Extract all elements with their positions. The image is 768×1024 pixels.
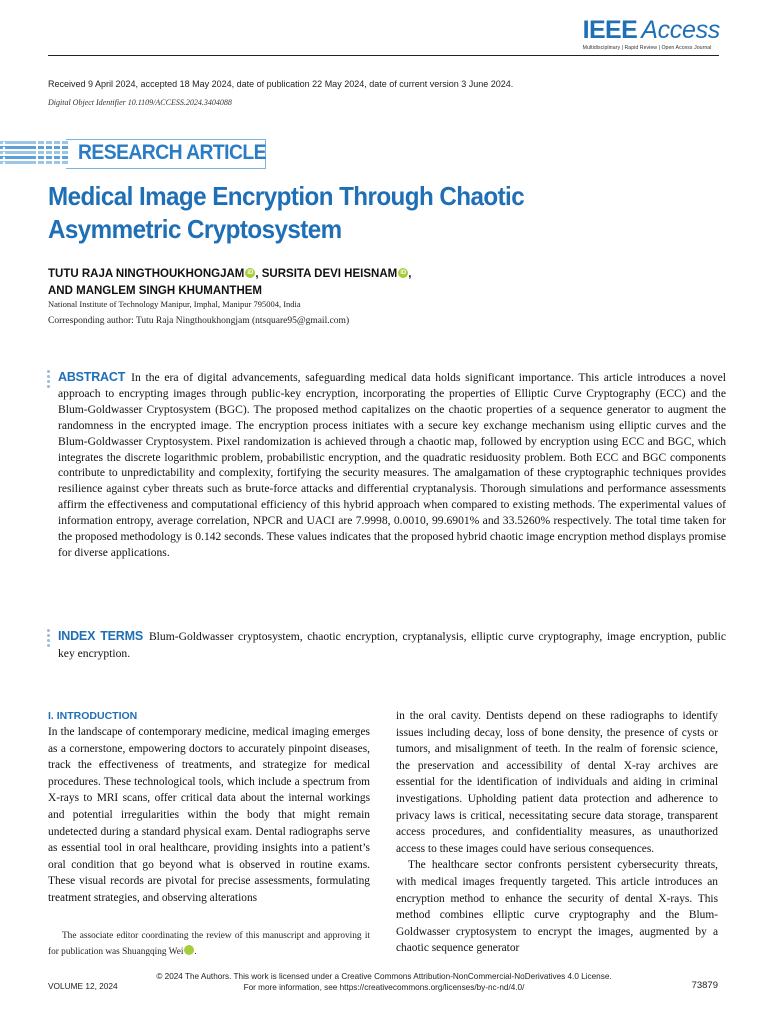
article-type-banner: [0, 139, 280, 169]
abstract: [58, 370, 726, 561]
intro-paragraph-1: In the landscape of contemporary medicine, medical imaging emerges as a cornerstone, empowering doctors to accurately pinpoint diseases, track the effectiveness of treatments, and strategize for medical procedures. These technological tools, which include a spectrum from X-rays to MRI scans, offer critical data about the internal workings and potential irregularities within the body that might remain undetected during a standard physical exam. Dental radiographs serve as essential tool in oral healthcare, providing insights into a patient’s oral condition that go beyond what is observed in routine exams. These visual records are pivotal for precise assessments, formulating treatment strategies, and observing alterations: [48, 726, 370, 904]
index-terms-dots-icon: [47, 629, 51, 649]
corresponding-author: Corresponding author: Tutu Raja Ningthoukhongjam (ntsquare95@gmail.com): [48, 316, 350, 326]
index-terms-label: INDEX TERMS: [58, 629, 143, 643]
license-line-1: © 2024 The Authors. This work is licensed under a Creative Commons Attribution-NonCommercial-NoDerivatives 4.0 License.: [156, 972, 612, 981]
license-line-2[interactable]: For more information, see https://creativecommons.org/licenses/by-nc-nd/4.0/: [243, 982, 525, 992]
footnote-text: The associate editor coordinating the review of this manuscript and approving it for publication was Shuangqing Wei: [48, 931, 370, 957]
journal-brand-suffix: Access: [641, 16, 720, 44]
journal-name: [583, 18, 720, 43]
orcid-icon[interactable]: iD: [184, 945, 194, 955]
index-terms: [58, 628, 726, 662]
journal-tagline: Multidisciplinary | Rapid Review | Open Access Journal: [582, 45, 712, 51]
doi-line: Digital Object Identifier 10.1109/ACCESS.2024.3404088: [48, 98, 232, 107]
intro-paragraph-1-continued: in the oral cavity. Dentists depend on these radiographs to identify issues including decay, loss of bone density, the presence of cysts or tumors, and misalignment of teeth. In the realm of forensic science, the preservation and accessibility of dental X-ray archives are essential for the identification of individuals and aiding in criminal investigations. Upholding patient data protection and adherence to privacy laws is critical, necessitating secure data storage, transparent access procedures, and confidentiality measures, as unauthorized access to these images could have serious consequences.: [396, 710, 718, 855]
abstract-text: In the era of digital advancements, safeguarding medical data holds significant importance. This article introduces a novel approach to encrypting images through public-key encryption, incorporating the properties of Elliptic Curve Cryptography (ECC) and the Blum-Goldwasser Cryptosystem (BGC). The proposed method capitalizes on the chaotic properties of a sequence generator to augment the randomness in the encrypted image. The encryption process initiates with a secure key exchange mechanism using elliptic curves and the Blum-Goldwasser Cryptosystem. Pixel randomization is achieved through a chaotic map, followed by encryption using ECC and BGC, which integrates the discrete logarithmic problem, probabilistic encryption, and the quadratic residuosity problem. Both ECC and BGC components contribute to unpredictability and complexity, fortifying the security measures. The amalgamation of these cryptographic techniques provides resilience against cyber threats such as brute-force attacks and differential cryptanalysis. Thorough simulations and performance assessments affirm the effectiveness and computational efficiency of this hybrid approach when compared to existing methods. The experimental values of information entropy, average correlation, NPCR and UACI are 7.9998, 0.0010, 99.6901% and 33.5260% respectively. The total time taken for the proposed methodology is 0.142 seconds. These values indicates that the proposed hybrid chaotic image encryption method displays promise for diverse applications.: [58, 371, 726, 559]
received-dates: Received 9 April 2024, accepted 18 May 2024, date of publication 22 May 2024, date of current version 3 June 2024.: [48, 79, 514, 89]
banner-dots-icon: [0, 139, 70, 169]
journal-logo: [583, 18, 720, 51]
column-right: [396, 708, 718, 957]
column-left: [48, 708, 370, 907]
article-title: Medical Image Encryption Through Chaotic Asymmetric Cryptosystem: [48, 181, 525, 244]
index-terms-text: Blum-Goldwasser cryptosystem, chaotic encryption, cryptanalysis, elliptic curve cryptography, image encryption, public key encryption.: [58, 630, 726, 660]
journal-brand: IEEE: [582, 16, 638, 44]
affiliation: National Institute of Technology Manipur, Imphal, Manipur 795004, India: [48, 299, 301, 309]
author-1: TUTU RAJA NINGTHOUKHONGJAM: [48, 268, 245, 280]
volume-label: VOLUME 12, 2024: [48, 981, 118, 991]
orcid-icon[interactable]: iD: [247, 270, 254, 276]
orcid-icon[interactable]: iD: [400, 270, 407, 276]
author-3: AND MANGLEM SINGH KHUMANTHEM: [48, 285, 263, 297]
abstract-label: ABSTRACT: [58, 370, 126, 384]
editor-footnote: The associate editor coordinating the review of this manuscript and approving it for publication was Shuangqing Wei iD.: [48, 931, 370, 957]
author-2: SURSITA DEVI HEISNAM: [261, 268, 398, 280]
page-number: 73879: [691, 980, 718, 991]
abstract-dots-icon: [47, 370, 51, 390]
article-type: RESEARCH ARTICLE: [78, 141, 266, 164]
author-list: TUTU RAJA NINGTHOUKHONGJAM iD , SURSITA DEVI HEISNAM iD , AND MANGLEM SINGH KHUMANTHEM: [48, 268, 412, 297]
section-heading: I. INTRODUCTION: [48, 710, 138, 722]
intro-paragraph-2: The healthcare sector confronts persistent cybersecurity threats, with medical images frequently targeted. This article introduces an encryption method to enhance the security of dental X-rays. This method combines elliptic curve cryptography and the Blum-Goldwasser cryptosystem to encrypt the images, augmented by a chaotic sequence generator: [396, 859, 718, 955]
header-rule: [48, 55, 719, 56]
